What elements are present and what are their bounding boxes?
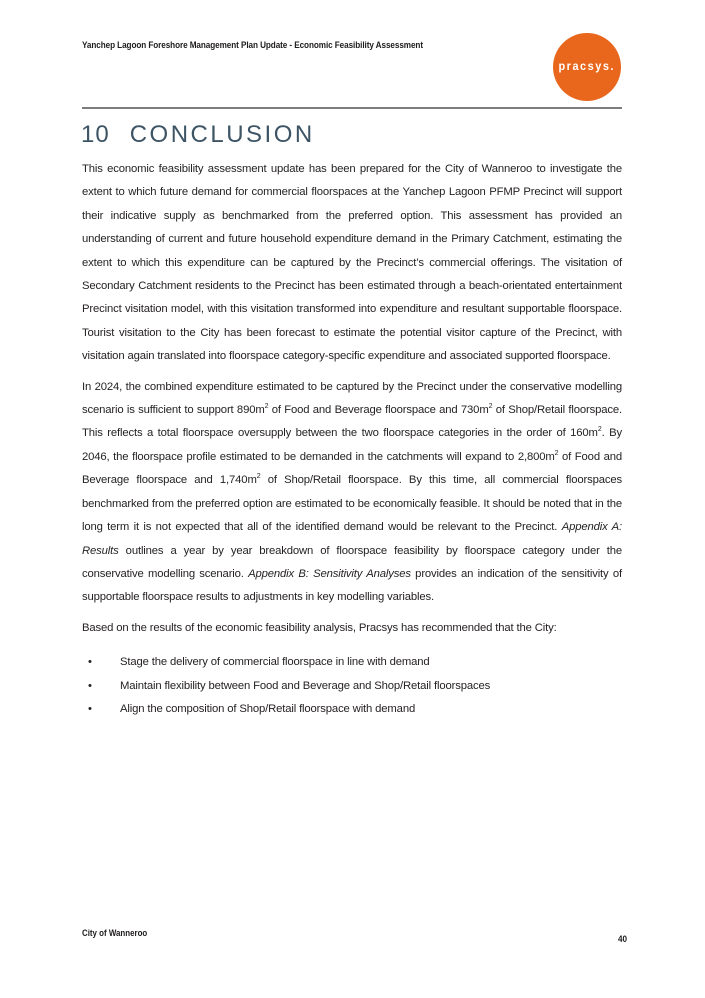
bullet-icon: • (88, 702, 92, 715)
recommendations-list (82, 651, 622, 721)
section-title: CONCLUSION (129, 121, 315, 148)
list-item-text: Stage the delivery of commercial floorspace in line with demand (120, 656, 430, 669)
footer-organisation: City of Wanneroo (82, 928, 148, 938)
body-text (82, 158, 622, 721)
header-divider (82, 107, 622, 109)
header-document-title: Yanchep Lagoon Foreshore Management Plan Update - Economic Feasibility Assessment (82, 40, 423, 51)
list-item (82, 651, 622, 674)
paragraph-1: This economic feasibility assessment update has been prepared for the City of Wanneroo to investigate the extent to which future demand for commercial floorspaces at the Yanchep Lagoon PFMP Precinct will support their indicative supply as benchmarked from the preferred option. This assessment has provided an understanding of current and future household expenditure demand in the Primary Catchment, estimating the extent to which this expenditure can be captured by the Precinct’s commercial offerings. The visitation of Secondary Catchment residents to the Precinct has been estimated through a beach-orientated entertainment Precinct visitation model, with this visitation transformed into expenditure and resultant supportable floorspace. Tourist visitation to the City has been forecast to estimate the potential visitor capture of the Precinct, with visitation again translated into floorspace category-specific expenditure and associated supported floorspace. (82, 163, 622, 363)
section-heading (81, 121, 315, 149)
list-item (82, 675, 622, 698)
page-number: 40 (617, 934, 627, 944)
paragraph-2: In 2024, the combined expenditure estimated to be captured by the Precinct under the conservative modelling scenario is sufficient to support $890m^2$ of Food and Beverage floorspace and $730m^2$ of Shop/Retail floorspace. This reflects a total floorspace oversupply between the two floorspace categories in the order of $160m^2$. By 2046, the floorspace profile estimated to be demanded in the catchments will expand to $2,800m^2$ of Food and Beverage floorspace and $1,740m^2$ of Shop/Retail floorspace. By this time, all commercial floorspaces benchmarked from the preferred option are estimated to be economically feasible. It should be noted that in the long term it is not expected that all of the identified demand would be relevant to the Precinct. Appendix A: Results outlines a year by year breakdown of floorspace feasibility by floorspace category under the conservative modelling scenario. Appendix B: Sensitivity Analyses provides an indication of the sensitivity of supportable floorspace results to adjustments in key modelling variables. (82, 380, 623, 604)
section-number: 10 (81, 121, 110, 148)
paragraph-3: Based on the results of the economic feasibility analysis, Pracsys has recommended that the City: (82, 621, 557, 634)
bullet-icon: • (88, 679, 92, 692)
list-item-text: Align the composition of Shop/Retail floorspace with demand (120, 702, 416, 715)
bullet-icon: • (88, 656, 92, 669)
pracsys-logo-text: pracsys. (558, 61, 616, 73)
list-item-text: Maintain flexibility between Food and Beverage and Shop/Retail floorspaces (120, 679, 491, 692)
list-item (82, 698, 622, 721)
pracsys-logo (553, 33, 621, 101)
page-footer (82, 928, 627, 944)
